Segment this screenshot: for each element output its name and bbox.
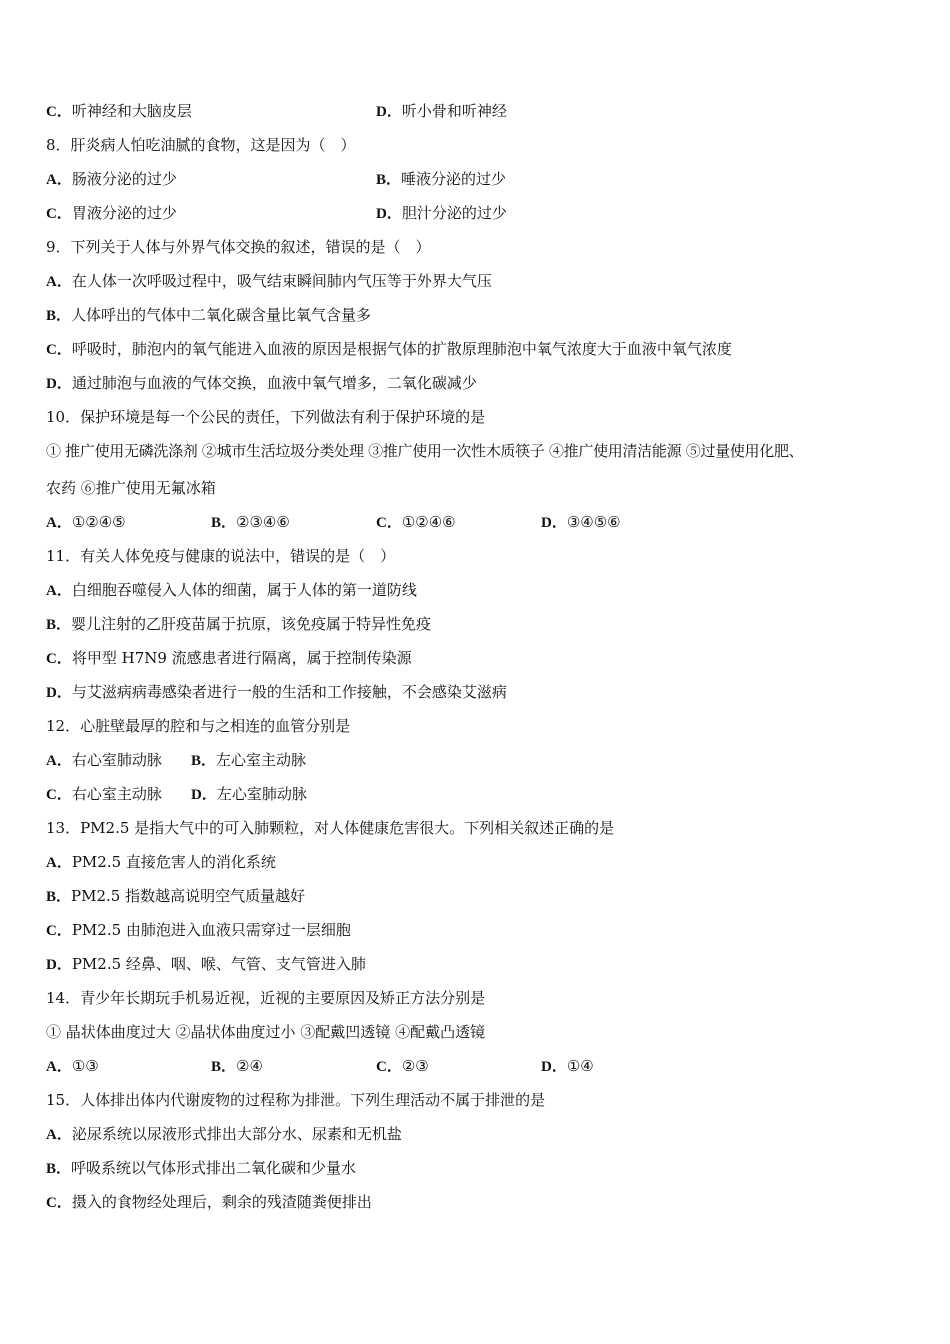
option-text: ③④⑤⑥: [566, 513, 621, 531]
option-letter: D．: [541, 1059, 567, 1075]
q9-option-a: [46, 271, 492, 292]
q10-items-line1: ① 推广使用无磷洗涤剂 ②城市生活垃圾分类处理 ③推广使用一次性木质筷子 ④推广使用清洁能源 ⑤过量使用化肥、: [46, 442, 804, 460]
option-letter: A．: [46, 515, 72, 531]
option-text: PM2.5 由肺泡进入血液只需穿过一层细胞: [71, 921, 351, 939]
q15-option-c: [46, 1192, 372, 1213]
option-text: 泌尿系统以尿液形式排出大部分水、尿素和无机盐: [71, 1125, 402, 1143]
q14-items: ① 晶状体曲度过大 ②晶状体曲度过小 ③配戴凹透镜 ④配戴凸透镜: [46, 1023, 486, 1041]
option-letter: B．: [376, 172, 402, 188]
option-text: 右心室主动脉: [71, 785, 162, 803]
option-letter: A．: [46, 172, 72, 188]
option-letter: D．: [191, 787, 217, 803]
q11-option-a: [46, 580, 417, 601]
q14-option-c: [376, 1056, 429, 1077]
option-letter: C．: [46, 1195, 72, 1211]
option-letter: A．: [46, 855, 72, 871]
q10-stem: 10．保护环境是每一个公民的责任，下列做法有利于保护环境的是: [46, 408, 486, 426]
option-letter: D．: [541, 515, 567, 531]
option-text: ②④: [236, 1057, 263, 1075]
q10-option-b: [211, 512, 290, 533]
option-text: ②③④⑥: [236, 513, 290, 531]
option-text: 胆汁分泌的过少: [401, 204, 507, 222]
q9-option-c: [46, 339, 732, 360]
q10-items-line2: 农药 ⑥推广使用无氟冰箱: [46, 479, 216, 497]
option-text: ①④: [566, 1057, 594, 1075]
q8-option-a: [46, 169, 177, 190]
q10-option-d: [541, 512, 621, 533]
option-text: PM2.5 直接危害人的消化系统: [71, 853, 276, 871]
option-letter: A．: [46, 274, 72, 290]
q11-option-d: [46, 682, 507, 703]
q12-option-a: [46, 750, 162, 771]
option-letter: B．: [191, 753, 217, 769]
option-letter: C．: [46, 923, 72, 939]
option-text: 通过肺泡与血液的气体交换，血液中氧气增多，二氧化碳减少: [71, 374, 477, 392]
option-text: PM2.5 经鼻、咽、喉、气管、支气管进入肺: [71, 955, 366, 973]
option-text: ①②④⑤: [71, 513, 126, 531]
option-text: 在人体一次呼吸过程中，吸气结束瞬间肺内气压等于外界大气压: [71, 272, 492, 290]
option-letter: B．: [46, 889, 72, 905]
option-text: 白细胞吞噬侵入人体的细菌，属于人体的第一道防线: [71, 581, 417, 599]
option-text: 听小骨和听神经: [401, 102, 507, 120]
option-letter: C．: [46, 342, 72, 358]
option-text: 将甲型 H7N9 流感患者进行隔离，属于控制传染源: [71, 649, 412, 667]
q10-option-c: [376, 512, 456, 533]
q14-option-d: [541, 1056, 594, 1077]
option-letter: D．: [376, 104, 402, 120]
q9-option-d: [46, 373, 477, 394]
q7-option-c: [46, 101, 192, 122]
option-text: ②③: [401, 1057, 429, 1075]
option-text: 人体呼出的气体中二氧化碳含量比氧气含量多: [71, 306, 372, 324]
option-text: 呼吸时，肺泡内的氧气能进入血液的原因是根据气体的扩散原理肺泡中氧气浓度大于血液中氧气浓度: [71, 340, 732, 358]
q13-option-a: [46, 852, 276, 873]
q15-option-a: [46, 1124, 402, 1145]
option-text: 与艾滋病病毒感染者进行一般的生活和工作接触，不会感染艾滋病: [71, 683, 507, 701]
q10-option-a: [46, 512, 126, 533]
option-letter: A．: [46, 753, 72, 769]
q8-option-c: [46, 203, 177, 224]
q15-option-b: [46, 1158, 356, 1179]
option-letter: C．: [46, 651, 72, 667]
option-letter: D．: [46, 957, 72, 973]
option-text: ①③: [71, 1057, 99, 1075]
q11-option-b: [46, 614, 431, 635]
q14-option-a: [46, 1056, 99, 1077]
option-text: 听神经和大脑皮层: [71, 102, 192, 120]
option-letter: B．: [46, 617, 72, 633]
option-text: 右心室肺动脉: [71, 751, 162, 769]
q8-option-d: [376, 203, 507, 224]
option-text: 左心室肺动脉: [216, 785, 307, 803]
option-text: 呼吸系统以气体形式排出二氧化碳和少量水: [71, 1159, 357, 1177]
q13-stem: 13．PM2.5 是指大气中的可入肺颗粒，对人体健康危害很大。下列相关叙述正确的是: [46, 819, 615, 837]
q9-option-b: [46, 305, 371, 326]
q12-option-d: [191, 784, 307, 805]
q13-option-d: [46, 954, 366, 975]
q14-stem: 14．青少年长期玩手机易近视，近视的主要原因及矫正方法分别是: [46, 989, 486, 1007]
option-text: 左心室主动脉: [216, 751, 307, 769]
option-letter: A．: [46, 1059, 72, 1075]
q13-option-c: [46, 920, 351, 941]
q14-option-b: [211, 1056, 263, 1077]
q8-option-b: [376, 169, 506, 190]
q15-stem: 15．人体排出体内代谢废物的过程称为排泄。下列生理活动不属于排泄的是: [46, 1091, 546, 1109]
option-letter: C．: [376, 1059, 402, 1075]
q12-option-b: [191, 750, 306, 771]
q9-stem: 9．下列关于人体与外界气体交换的叙述，错误的是（ ）: [46, 238, 431, 256]
q7-option-d: [376, 101, 507, 122]
option-letter: C．: [376, 515, 402, 531]
option-letter: C．: [46, 787, 72, 803]
option-text: PM2.5 指数越高说明空气质量越好: [71, 887, 306, 905]
option-text: ①②④⑥: [401, 513, 456, 531]
option-letter: D．: [376, 206, 402, 222]
option-letter: D．: [46, 376, 72, 392]
q11-option-c: [46, 648, 412, 669]
q13-option-b: [46, 886, 305, 907]
q12-option-c: [46, 784, 162, 805]
option-text: 摄入的食物经处理后，剩余的残渣随粪便排出: [71, 1193, 372, 1211]
option-letter: B．: [46, 308, 72, 324]
option-letter: D．: [46, 685, 72, 701]
option-letter: C．: [46, 206, 72, 222]
option-letter: C．: [46, 104, 72, 120]
option-letter: A．: [46, 583, 72, 599]
option-letter: B．: [211, 1059, 237, 1075]
option-text: 胃液分泌的过少: [71, 204, 177, 222]
option-letter: A．: [46, 1127, 72, 1143]
option-text: 婴儿注射的乙肝疫苗属于抗原，该免疫属于特异性免疫: [71, 615, 432, 633]
option-text: 唾液分泌的过少: [401, 170, 507, 188]
option-text: 肠液分泌的过少: [71, 170, 177, 188]
option-letter: B．: [211, 515, 237, 531]
q12-stem: 12．心脏壁最厚的腔和与之相连的血管分别是: [46, 717, 351, 735]
q11-stem: 11．有关人体免疫与健康的说法中，错误的是（ ）: [46, 547, 396, 565]
q8-stem: 8．肝炎病人怕吃油腻的食物，这是因为（ ）: [46, 136, 356, 154]
option-letter: B．: [46, 1161, 72, 1177]
